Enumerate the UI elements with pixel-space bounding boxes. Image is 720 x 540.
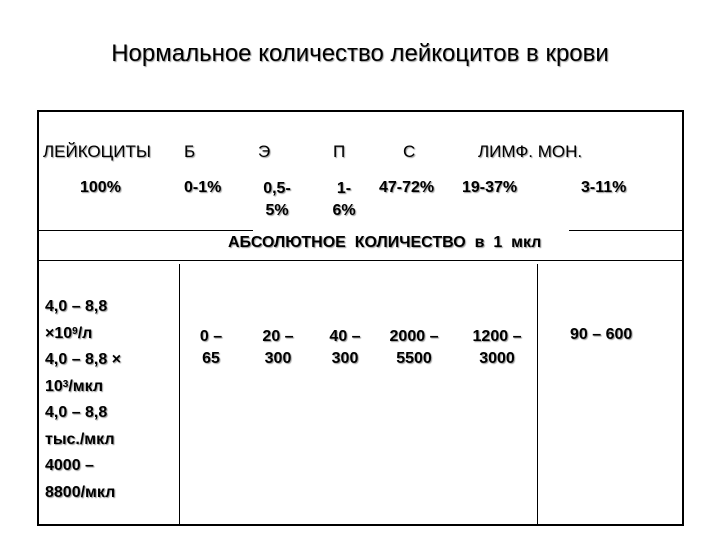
absolute-e-line1: 20 – bbox=[262, 328, 294, 345]
absolute-count-header: АБСОЛЮТНОЕ КОЛИЧЕСТВО в 1 мкл bbox=[228, 234, 542, 251]
absolute-total-line1: 4,0 – 8,8 bbox=[45, 298, 108, 315]
absolute-total-line7: 4000 – bbox=[45, 457, 94, 474]
absolute-total-line4: $10^3$/мкл bbox=[45, 377, 104, 395]
percent-e-line2: 5% bbox=[265, 202, 289, 219]
absolute-limf-line2: 3000 bbox=[479, 350, 515, 367]
absolute-s-line2: 5500 bbox=[396, 350, 432, 367]
absolute-b-line2: 65 bbox=[202, 350, 220, 367]
absolute-p-line1: 40 – bbox=[329, 328, 361, 345]
leukocyte-table bbox=[37, 110, 684, 526]
absolute-mon: 90 – 600 bbox=[570, 326, 633, 343]
header-p: П bbox=[333, 142, 346, 161]
absolute-total-line8: 8800/мкл bbox=[45, 483, 116, 501]
absolute-limf-line1: 1200 – bbox=[472, 328, 522, 345]
absolute-total bbox=[45, 294, 121, 506]
table-divider-top-right bbox=[569, 230, 684, 231]
absolute-e bbox=[251, 326, 305, 370]
percent-s: 47-72% bbox=[379, 179, 435, 196]
absolute-s-line1: 2000 – bbox=[389, 328, 439, 345]
percent-limf: 19-37% bbox=[462, 179, 518, 196]
absolute-b-line1: 0 – bbox=[199, 328, 223, 345]
percent-total: 100% bbox=[80, 179, 121, 196]
absolute-total-line2: $\times 10^9/л$ bbox=[45, 324, 93, 342]
percent-p-line1: 1- bbox=[336, 180, 352, 197]
absolute-e-line2: 300 bbox=[264, 350, 292, 367]
header-s: С bbox=[403, 142, 416, 161]
percent-p-line2: 6% bbox=[332, 202, 356, 219]
absolute-limf bbox=[462, 326, 532, 370]
absolute-p-line2: 300 bbox=[331, 350, 359, 367]
table-column-divider-2 bbox=[537, 264, 538, 526]
page-title: Нормальное количество лейкоцитов в крови bbox=[111, 40, 609, 67]
header-e: Э bbox=[258, 142, 271, 161]
table-divider-middle bbox=[37, 260, 684, 261]
percent-mon: 3-11% bbox=[581, 179, 627, 196]
absolute-total-line5: 4,0 – 8,8 bbox=[45, 404, 108, 421]
percent-p bbox=[322, 178, 366, 222]
table-column-divider-1 bbox=[179, 264, 180, 526]
header-leukocytes: ЛЕЙКОЦИТЫ bbox=[43, 142, 151, 161]
percent-e bbox=[252, 178, 302, 222]
table-divider-top bbox=[37, 230, 253, 231]
percent-e-line1: 0,5- bbox=[263, 180, 291, 197]
absolute-s bbox=[379, 326, 449, 370]
absolute-total-line3: 4,0 – 8,8 × bbox=[45, 351, 122, 368]
percent-b: 0-1% bbox=[184, 179, 222, 196]
absolute-b bbox=[188, 326, 234, 370]
header-b: Б bbox=[184, 142, 196, 161]
absolute-p bbox=[318, 326, 372, 370]
absolute-total-line6: тыс./мкл bbox=[45, 430, 115, 448]
header-limf-mon: ЛИМФ. МОН. bbox=[478, 142, 583, 161]
